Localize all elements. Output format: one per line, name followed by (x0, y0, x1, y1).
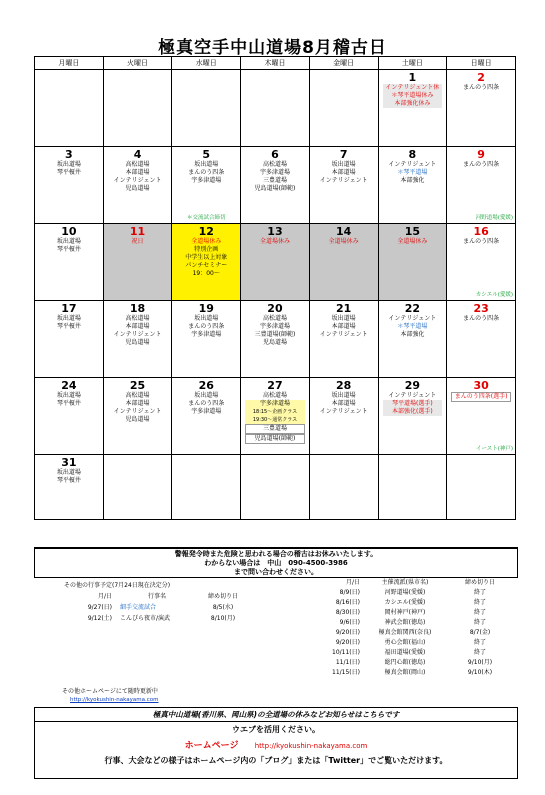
day-number: 24 (61, 379, 77, 392)
day-number: 4 (133, 148, 142, 161)
schedule-entry: まんのう四条(選手) (451, 392, 511, 402)
day-cell-7 (309, 147, 378, 224)
schedule-entry: 19：00～ (192, 270, 220, 277)
schedule-entry: インテリジェント (388, 392, 437, 399)
empty-day-cell (309, 70, 378, 147)
calendar-week-row (35, 455, 516, 520)
website-link-small[interactable]: http://kyokushin-nakayama.com (70, 697, 159, 703)
schedule-entry: 琴平榎井 (56, 400, 81, 407)
day-cell-10 (35, 224, 104, 301)
schedule-entry: 琴平榎井 (56, 323, 81, 330)
schedule-entry: 本部強化 (400, 177, 425, 184)
schedule-entry: 全道場休み (328, 238, 359, 245)
schedule-entry: インテリジェント (113, 331, 162, 338)
update-note: その他ホームページにて随時更新中 (62, 688, 158, 695)
event-note: 河野道場(愛媛) (475, 215, 513, 221)
other-event-row: 9/12(土) こんぴら夜市/演武 8/10(月) (87, 615, 236, 622)
schedule-entry: 坂出道場 (194, 315, 219, 322)
footer-line-4: 行事、大会などの様子はホームページ内の「ブログ」または「Twitter」でご覧いただけます。 (104, 756, 448, 765)
event-note: カシエル(愛媛) (475, 292, 513, 298)
schedule-entry: 高松道場 (262, 315, 287, 322)
schedule-entry: 本部道場 (125, 169, 150, 176)
day-number: 3 (65, 148, 73, 161)
tournament-row: 8/9(日) 河野道場(愛媛) 終了 (339, 589, 486, 596)
empty-day-cell (172, 455, 241, 520)
day-cell-24 (35, 378, 104, 455)
schedule-entry: 三豊道場(師範) (254, 331, 296, 338)
day-cell-26 (172, 378, 241, 455)
schedule-entry: インテリジェント (319, 177, 368, 184)
schedule-entry: 宇多津道場 (191, 177, 222, 184)
schedule-entry: 中学生以上対象 (185, 254, 228, 261)
schedule-entry: 坂出道場 (194, 392, 219, 399)
day-cell-4 (103, 147, 172, 224)
weekday-tue: 火曜日 (103, 57, 172, 70)
day-cell-20 (241, 301, 310, 378)
schedule-entry: 三豊道場 (245, 424, 305, 434)
footer-box (34, 707, 518, 779)
schedule-entry: 本部道場 (331, 400, 356, 407)
day-number: 11 (129, 225, 146, 238)
day-number: 8 (408, 148, 417, 161)
schedule-entry: 宇多津道場 (245, 400, 305, 408)
schedule-entry: 宇多津道場 (259, 169, 290, 176)
day-cell-9 (447, 147, 516, 224)
schedule-entry: インテリジェント (388, 161, 437, 168)
day-number: 12 (198, 225, 214, 238)
schedule-entry: インテリジェント休 (383, 84, 443, 92)
weekday-sat: 土曜日 (378, 57, 447, 70)
schedule-entry: パンチセミナー (185, 262, 228, 269)
tournament-row: 9/6(日) 神武会館(徳島) 終了 (339, 619, 486, 626)
empty-day-cell (447, 455, 516, 520)
calendar (34, 56, 516, 520)
schedule-entry: 坂出道場 (331, 161, 356, 168)
schedule-entry: 坂出道場 (56, 238, 81, 245)
safety-notice (34, 547, 518, 578)
schedule-entry: 特別企画 (194, 246, 219, 253)
schedule-entry: 児島道場 (125, 185, 150, 192)
schedule-entry: 琴平道場(選手) (383, 400, 443, 408)
tournaments-header: 月/日 主催流派(県市名) 締め切り日 (345, 579, 495, 586)
schedule-entry: まんのう四条 (188, 169, 225, 176)
footer-homepage-row (35, 738, 517, 751)
day-cell-19 (172, 301, 241, 378)
day-number: 31 (61, 456, 77, 469)
schedule-entry: 坂出道場 (56, 161, 81, 168)
schedule-entry: 宇多津道場 (191, 331, 222, 338)
schedule-section (34, 581, 516, 701)
day-cell-12 (172, 224, 241, 301)
empty-day-cell (103, 455, 172, 520)
weekday-wed: 水曜日 (172, 57, 241, 70)
day-cell-3 (35, 147, 104, 224)
day-number: 30 (473, 379, 489, 392)
schedule-entry: まんのう四条 (188, 400, 225, 407)
day-number: 5 (202, 148, 211, 161)
day-cell-28 (309, 378, 378, 455)
day-cell-21 (309, 301, 378, 378)
schedule-entry: インテリジェント (113, 177, 162, 184)
calendar-week-row (35, 147, 516, 224)
schedule-entry: 琴平榎井 (56, 246, 81, 253)
schedule-entry: 宇多津道場 (191, 408, 222, 415)
schedule-entry: 本部道場 (125, 323, 150, 330)
schedule-entry: 19:30～通常クラス (245, 416, 305, 424)
schedule-entry: インテリジェント (319, 331, 368, 338)
day-number: 20 (267, 302, 283, 315)
other-events-heading: その他の行事予定(7月24日現在決定分) (64, 582, 171, 589)
schedule-entry: 本部道場 (331, 169, 356, 176)
schedule-entry: 琴平榎井 (56, 477, 81, 484)
day-number: 22 (404, 302, 421, 315)
schedule-entry: 本部強化(選手) (383, 408, 443, 416)
schedule-entry: 高松道場 (125, 315, 150, 322)
schedule-entry: 児島道場(師範) (245, 434, 305, 444)
day-number: 15 (404, 225, 421, 238)
schedule-entry: 琴平榎井 (56, 169, 81, 176)
schedule-entry: 坂出道場 (331, 315, 356, 322)
schedule-entry: 本部強化休み (383, 100, 443, 108)
schedule-entry: まんのう四条 (463, 161, 500, 168)
tournament-row: 11/1(日) 総円心館(徳島) 9/10(月) (335, 659, 493, 666)
schedule-entry: 全道場休み (397, 238, 428, 245)
schedule-entry: 18:15～企画クラス (245, 408, 305, 416)
day-cell-14 (309, 224, 378, 301)
day-cell-30 (447, 378, 516, 455)
day-cell-13 (241, 224, 310, 301)
schedule-entry: まんのう四条 (188, 323, 225, 330)
footer-line-2: ウエブを活用ください。 (232, 725, 320, 734)
day-cell-11 (103, 224, 172, 301)
day-number: 27 (267, 379, 283, 392)
day-cell-16 (447, 224, 516, 301)
schedule-entry: 本部道場 (125, 400, 150, 407)
day-number: 7 (339, 148, 348, 161)
day-number: 13 (267, 225, 283, 238)
weekday-header-row (35, 57, 516, 70)
day-number: 23 (473, 302, 489, 315)
tournament-row: 10/11(日) 福田道場(愛媛) 終了 (332, 649, 486, 656)
schedule-entry: 高松道場 (262, 161, 287, 168)
empty-day-cell (378, 455, 447, 520)
day-number: 16 (473, 225, 489, 238)
day-number: 1 (408, 71, 417, 84)
footer-heading: 極真中山道場(香川県、岡山県)の全道場の休みなどお知らせはこちらです (35, 708, 517, 722)
schedule-entry: 本部道場 (331, 323, 356, 330)
schedule-entry: 祝日 (131, 238, 144, 245)
day-cell-1 (378, 70, 447, 147)
event-note: イースト(神戸) (475, 446, 513, 452)
schedule-entry: インテリジェント (113, 408, 162, 415)
schedule-entry: 高松道場 (262, 392, 287, 399)
tournament-row: 9/20(日) 極真会館関西(奈良) 8/7(金) (335, 629, 491, 636)
schedule-entry: 宇多津道場 (259, 323, 290, 330)
empty-day-cell (309, 455, 378, 520)
day-number: 29 (404, 379, 421, 392)
calendar-week-row (35, 224, 516, 301)
schedule-entry: 坂出道場 (331, 392, 356, 399)
event-note: ＊交流試合締切 (187, 215, 226, 221)
weekday-mon: 月曜日 (35, 57, 104, 70)
calendar-week-row (35, 378, 516, 455)
day-cell-31 (35, 455, 104, 520)
tournament-row: 8/30(日) 岡村神戸(神戸) 終了 (335, 609, 486, 616)
day-number: 26 (198, 379, 214, 392)
day-cell-6 (241, 147, 310, 224)
day-cell-2 (447, 70, 516, 147)
day-cell-18 (103, 301, 172, 378)
day-number: 21 (336, 302, 352, 315)
day-number: 9 (477, 148, 485, 161)
day-number: 19 (198, 302, 214, 315)
weekday-sun: 日曜日 (447, 57, 516, 70)
page-title: 極真空手中山道場8月稽古日 (158, 38, 387, 58)
day-number: 2 (477, 71, 485, 84)
notice-line-3: まで問い合わせください。 (234, 568, 318, 576)
day-cell-27 (241, 378, 310, 455)
day-cell-17 (35, 301, 104, 378)
schedule-entry: ＊琴平道場 (397, 323, 428, 330)
schedule-entry: 三豊道場 (262, 177, 287, 184)
weekday-thu: 木曜日 (241, 57, 310, 70)
notice-line-2: わからない場合は 中山 090-4500-3986 (204, 559, 348, 567)
schedule-entry: まんのう四条 (463, 238, 500, 245)
day-number: 18 (129, 302, 146, 315)
empty-day-cell (35, 70, 104, 147)
notice-line-1: 警報発令時また危険と思われる場合の稽古はお休みいたします。 (174, 550, 378, 558)
homepage-label: ホームページ (184, 741, 239, 751)
day-number: 14 (336, 225, 352, 238)
schedule-entry: 全道場休み (259, 238, 290, 245)
day-cell-8 (378, 147, 447, 224)
day-number: 28 (336, 379, 352, 392)
schedule-entry: ＊琴平道場休み (383, 92, 443, 100)
schedule-entry: インテリジェント (388, 315, 437, 322)
schedule-entry: 全道場休み (191, 238, 222, 245)
schedule-entry: インテリジェント (319, 408, 368, 415)
empty-day-cell (241, 70, 310, 147)
tournament-row: 9/20(日) 勇心会館(福山) 終了 (335, 639, 486, 646)
schedule-entry: 坂出道場 (194, 161, 219, 168)
schedule-entry: 児島道場 (262, 339, 287, 346)
calendar-week-row (35, 301, 516, 378)
day-cell-15 (378, 224, 447, 301)
day-number: 17 (61, 302, 77, 315)
homepage-url-link[interactable]: http://kyokushin-nakayama.com (254, 742, 368, 750)
schedule-entry: 児島道場 (125, 416, 150, 423)
schedule-entry: 坂出道場 (56, 315, 81, 322)
day-cell-25 (103, 378, 172, 455)
schedule-entry: 高松道場 (125, 392, 150, 399)
schedule-entry: 坂出道場 (56, 469, 81, 476)
empty-day-cell (241, 455, 310, 520)
schedule-entry: 児島道場(師範) (254, 185, 296, 192)
day-number: 25 (129, 379, 146, 392)
tournament-row: 8/16(日) カシエル(愛媛) 終了 (335, 599, 486, 606)
empty-day-cell (172, 70, 241, 147)
schedule-entry: 高松道場 (125, 161, 150, 168)
empty-day-cell (103, 70, 172, 147)
day-number: 10 (61, 225, 77, 238)
schedule-entry: 坂出道場 (56, 392, 81, 399)
schedule-entry: まんのう四条 (463, 84, 500, 91)
weekday-fri: 金曜日 (309, 57, 378, 70)
calendar-week-row (35, 70, 516, 147)
schedule-entry: 本部強化 (400, 331, 425, 338)
day-cell-22 (378, 301, 447, 378)
schedule-entry: 児島道場 (125, 339, 150, 346)
other-event-row: 9/27(日) 細手交流試合 8/5(水) (87, 604, 234, 611)
day-number: 6 (271, 148, 279, 161)
tournament-row: 11/15(日) 極真会館(岡山) 9/10(木) (332, 669, 493, 676)
day-cell-5 (172, 147, 241, 224)
day-cell-23 (447, 301, 516, 378)
schedule-entry: まんのう四条 (463, 315, 500, 322)
schedule-entry: ＊琴平道場 (397, 169, 428, 176)
day-cell-29 (378, 378, 447, 455)
other-events-header: 月/日 行事名 締め切り日 (97, 593, 238, 600)
